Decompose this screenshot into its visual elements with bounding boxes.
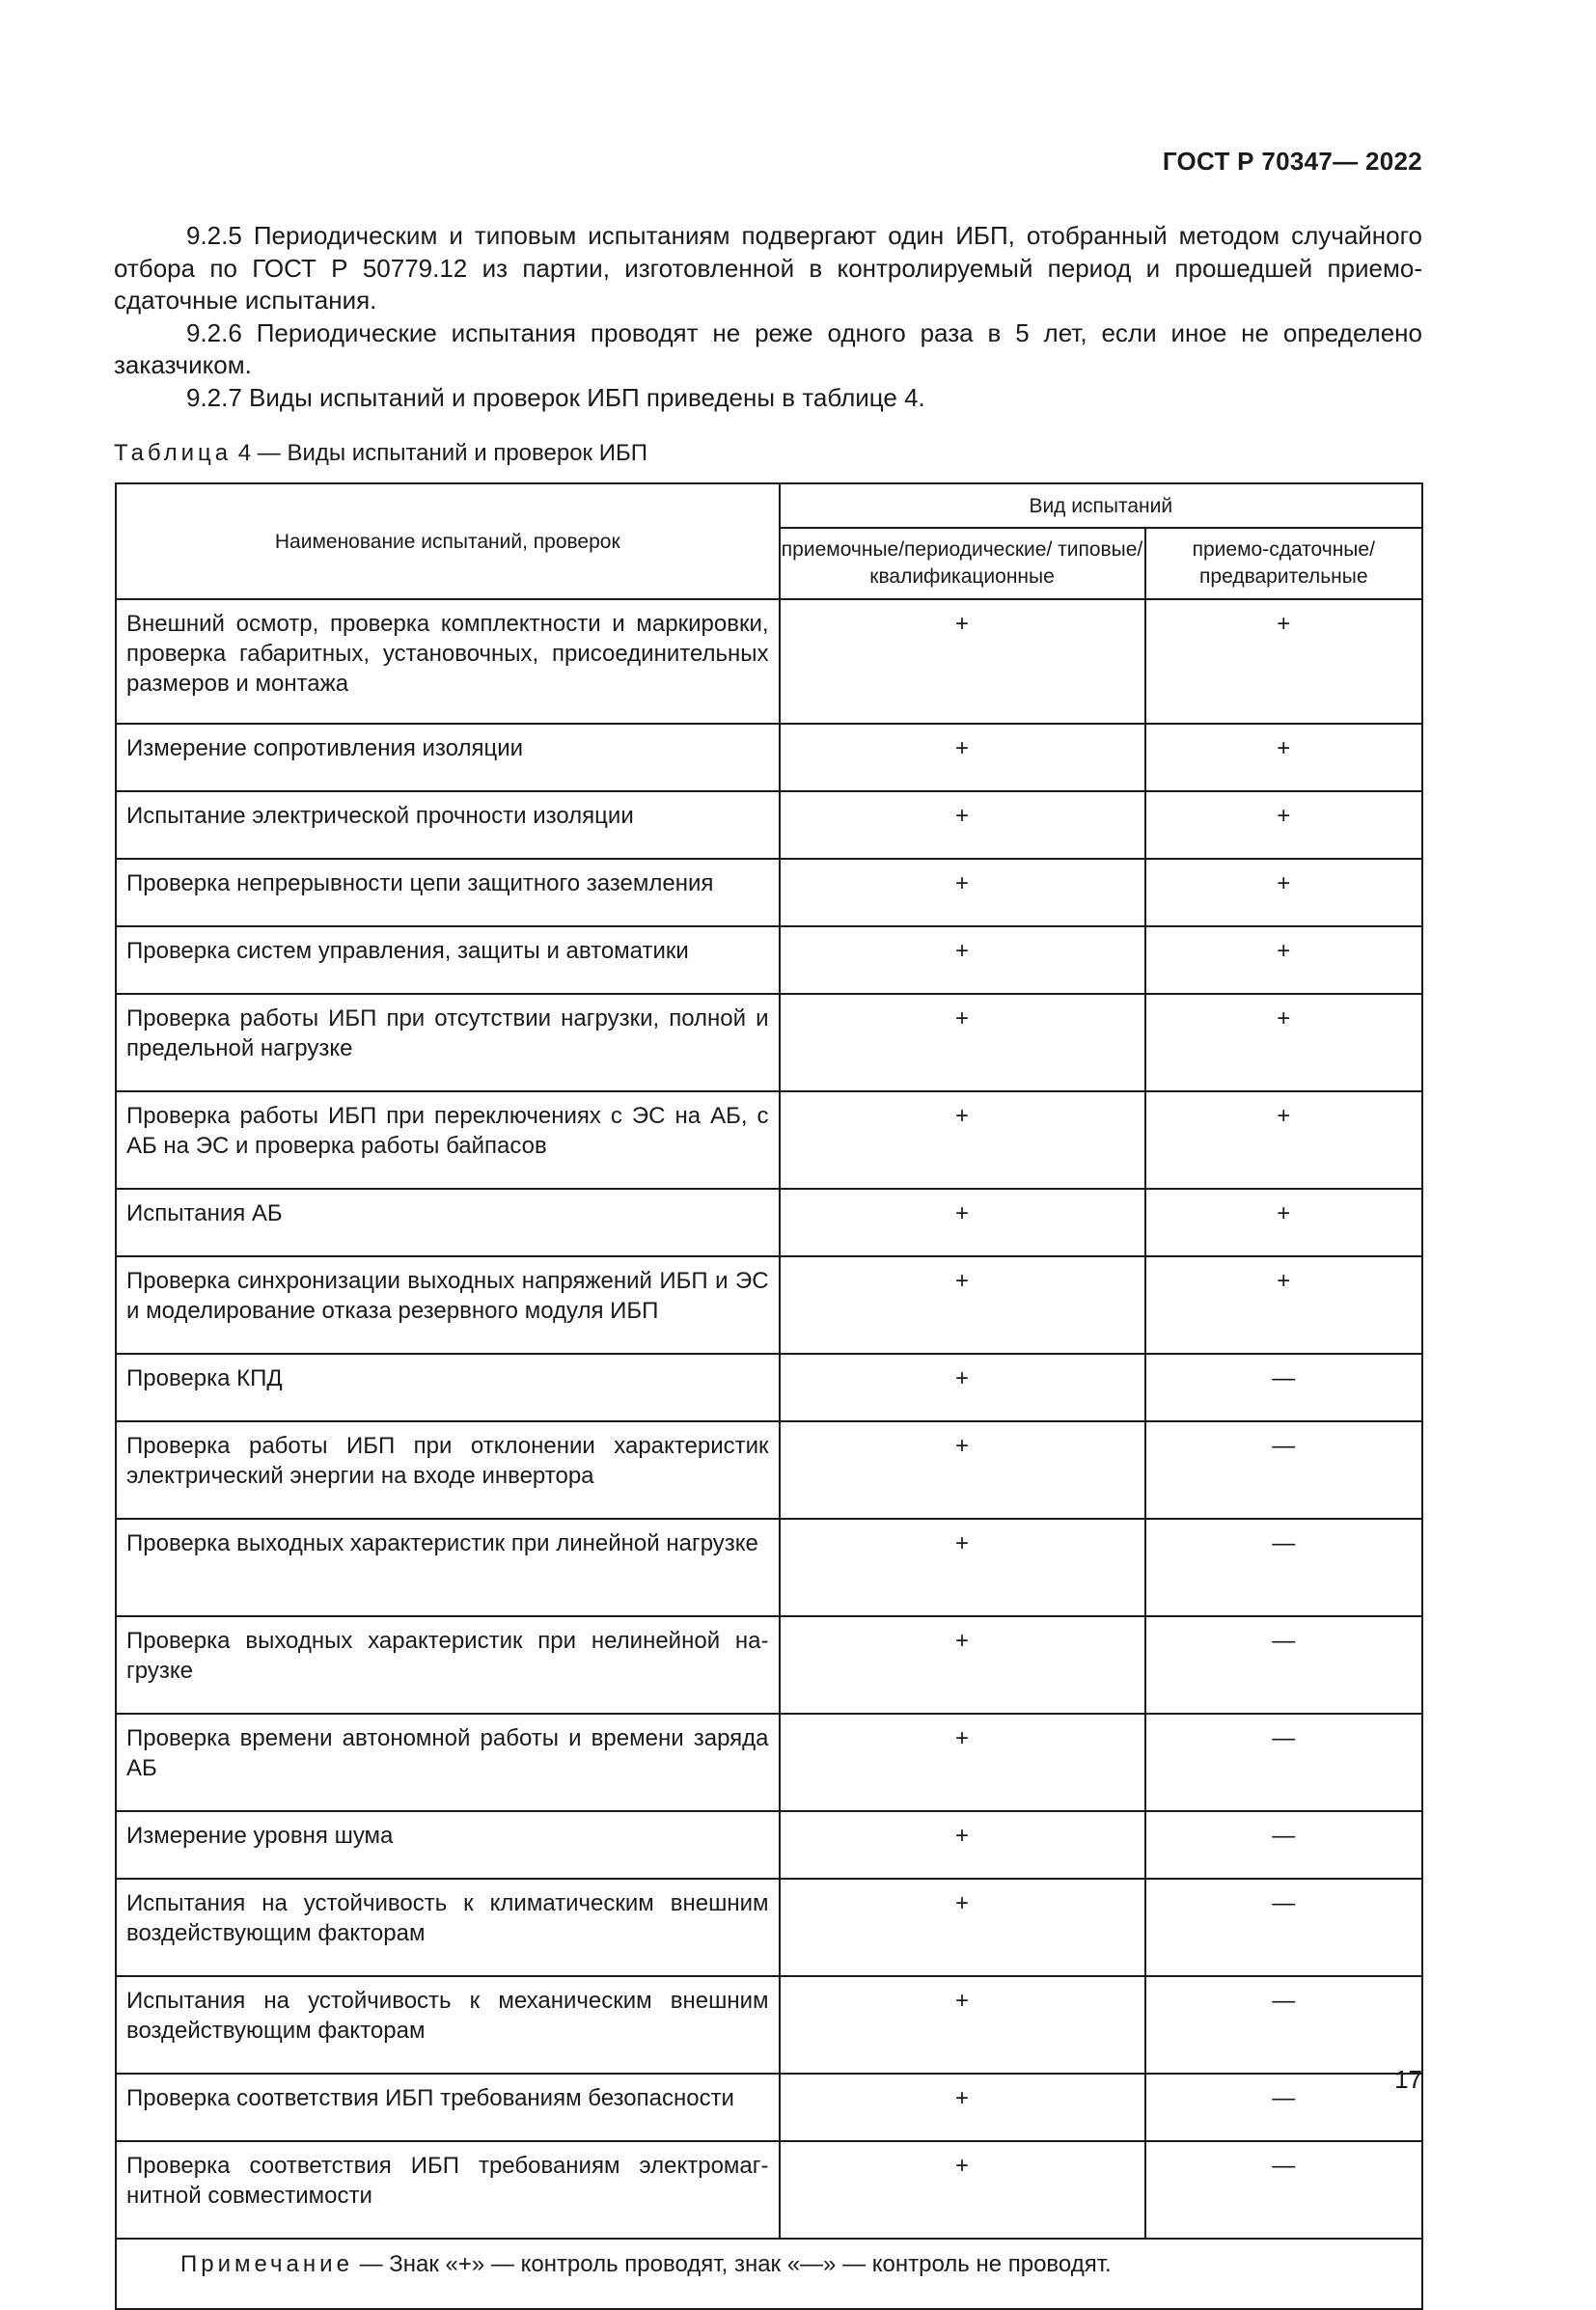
mark-cell-col1: + [780,994,1145,1091]
test-name-cell: Проверка КПД [116,1354,780,1421]
test-name-cell: Испытания АБ [116,1189,780,1256]
table-row [116,1879,1422,1976]
mark-cell-col2: — [1145,1879,1422,1976]
test-name-cell: Испытания на устойчивость к климатическим внешним воздействующим факторам [116,1879,780,1976]
test-name-cell: Проверка работы ИБП при переключениях с ЭС на АБ, с АБ на ЭС и проверка работы байпасов [116,1091,780,1189]
mark-cell-col1: + [780,1976,1145,2074]
header-delivery-preliminary: приемо-сдаточные/ предварительные [1145,528,1422,599]
table-caption-prefix: Таблица [114,440,233,466]
note-text: — Знак «+» — контроль проводят, знак «—» — контроль не проводят. [352,2251,1112,2277]
mark-cell-col2: — [1145,1811,1422,1879]
mark-cell-col2: + [1145,599,1422,724]
mark-cell-col1: + [780,1714,1145,1811]
table-row [116,1354,1422,1421]
mark-cell-col1: + [780,1256,1145,1354]
mark-cell-col2: — [1145,2074,1422,2141]
test-name-cell: Проверка выходных характеристик при линейной нагрузке [116,1519,780,1616]
tests-table [115,482,1423,2310]
table-row [116,1256,1422,1354]
mark-cell-col2: + [1145,791,1422,859]
test-name-cell: Проверка выходных характеристик при нелинейной нагрузке [116,1616,780,1714]
test-name-cell: Испытание электрической прочности изоляции [116,791,780,859]
test-name-cell: Проверка соответствия ИБП требованиям электромагнитной совместимости [116,2141,780,2239]
mark-cell-col1: + [780,1189,1145,1256]
header-test-name: Наименование испытаний, проверок [116,483,780,599]
mark-cell-col2: — [1145,1616,1422,1714]
paragraph-9-2-6: 9.2.6 Периодические испытания проводят не реже одного раза в 5 лет, если иное не определено заказчиком. [114,317,1422,379]
mark-cell-col2: — [1145,1976,1422,2074]
mark-cell-col2: + [1145,724,1422,791]
mark-cell-col2: + [1145,1256,1422,1354]
mark-cell-col1: + [780,1354,1145,1421]
table-row [116,2074,1422,2141]
mark-cell-col1: + [780,2141,1145,2239]
paragraph-9-2-7: 9.2.7 Виды испытаний и проверок ИБП приведены в таблице 4. [186,382,925,412]
table-row [116,994,1422,1091]
test-name-cell: Испытания на устойчивость к механическим внешним воздействующим факторам [116,1976,780,2074]
mark-cell-col1: + [780,2074,1145,2141]
mark-cell-col2: — [1145,1421,1422,1519]
document-code: ГОСТ Р 70347— 2022 [1162,147,1422,176]
table-row [116,1811,1422,1879]
mark-cell-col2: + [1145,1189,1422,1256]
note-prefix: Примечание [180,2251,353,2277]
paragraph-9-2-5: 9.2.5 Периодическим и типовым испытаниям подвергают один ИБП, отобранный методом случайного отбора по ГОСТ Р 50779.12 из партии, изготовленной в контролируемый период и прошедшей приемо-сдаточные испытания. [114,221,1422,315]
mark-cell-col2: + [1145,926,1422,994]
test-name-cell: Проверка систем управления, защиты и автоматики [116,926,780,994]
test-name-cell: Измерение сопротивления изоляции [116,724,780,791]
mark-cell-col2: + [1145,994,1422,1091]
table-caption [114,440,647,467]
mark-cell-col1: + [780,859,1145,926]
table-caption-title: 4 — Виды испытаний и проверок ИБП [232,440,647,466]
mark-cell-col1: + [780,1616,1145,1714]
test-name-cell: Проверка времени автономной работы и времени заряда АБ [116,1714,780,1811]
mark-cell-col1: + [780,724,1145,791]
test-name-cell: Проверка соответствия ИБП требованиям безопасности [116,2074,780,2141]
test-name-cell: Проверка синхронизации выходных напряжений ИБП и ЭС и моделирование отказа резервного модуля ИБП [116,1256,780,1354]
page-number: 17 [1394,2065,1422,2094]
table-row [116,926,1422,994]
table-row [116,1091,1422,1189]
mark-cell-col1: + [780,1421,1145,1519]
body-text [114,220,1422,414]
mark-cell-col1: + [780,926,1145,994]
mark-cell-col1: + [780,1091,1145,1189]
mark-cell-col1: + [780,1519,1145,1616]
header-acceptance-periodic: приемочные/периодические/ типовые/квалификационные [780,528,1145,599]
mark-cell-col2: + [1145,1091,1422,1189]
table-row [116,859,1422,926]
mark-cell-col1: + [780,791,1145,859]
mark-cell-col1: + [780,1879,1145,1976]
header-test-type: Вид испытаний [780,483,1422,528]
mark-cell-col2: — [1145,2141,1422,2239]
mark-cell-col2: — [1145,1714,1422,1811]
test-name-cell: Измерение уровня шума [116,1811,780,1879]
table-note [116,2239,1422,2309]
test-name-cell: Проверка непрерывности цепи защитного заземления [116,859,780,926]
test-name-cell: Внешний осмотр, проверка комплектности и маркировки, проверка габаритных, установочных, присоединительных размеров и монтажа [116,599,780,724]
table-row [116,1421,1422,1519]
mark-cell-col2: — [1145,1519,1422,1616]
table-row [116,1519,1422,1616]
table-note-row [116,2239,1422,2309]
table-row [116,1976,1422,2074]
table-row [116,1616,1422,1714]
table-row [116,2141,1422,2239]
mark-cell-col2: — [1145,1354,1422,1421]
test-name-cell: Проверка работы ИБП при отклонении характеристик электрический энергии на входе инвертора [116,1421,780,1519]
mark-cell-col1: + [780,599,1145,724]
table-row [116,599,1422,724]
table-row [116,1189,1422,1256]
table-row [116,791,1422,859]
table-row [116,1714,1422,1811]
table-row [116,724,1422,791]
test-name-cell: Проверка работы ИБП при отсутствии нагрузки, полной и предельной нагрузке [116,994,780,1091]
mark-cell-col2: + [1145,859,1422,926]
mark-cell-col1: + [780,1811,1145,1879]
